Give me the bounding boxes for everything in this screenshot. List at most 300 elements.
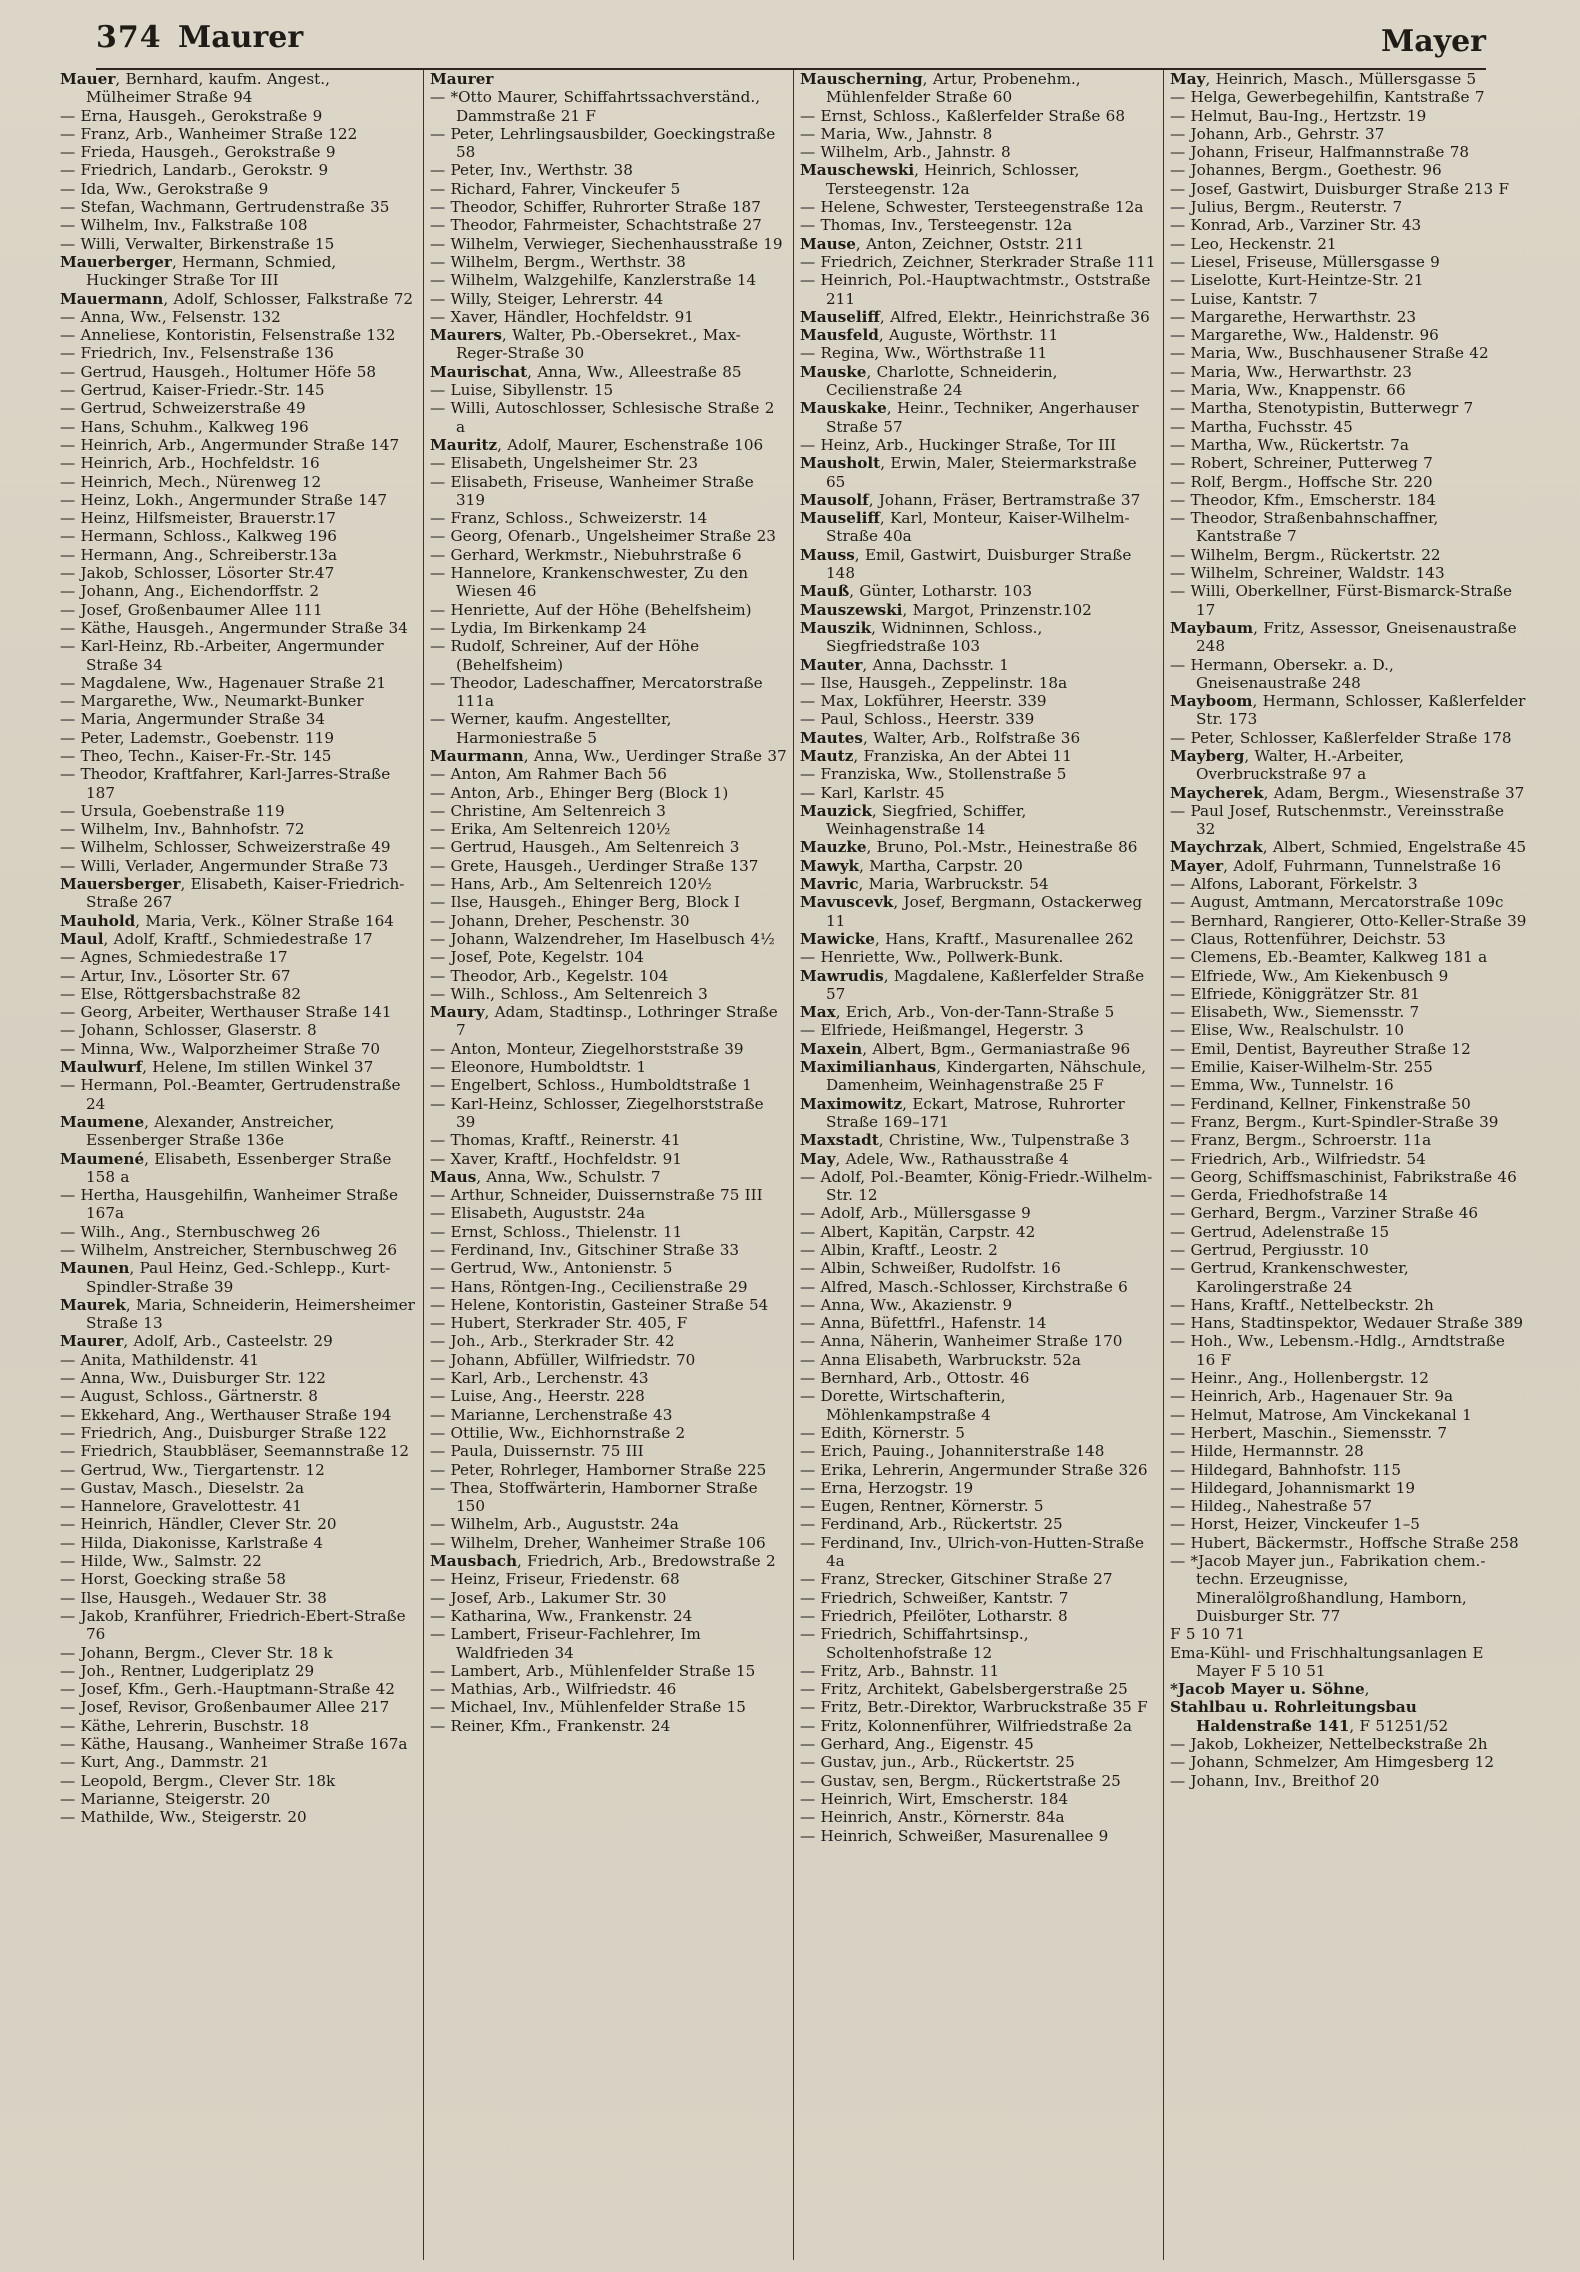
directory-entry: — Marianne, Lerchenstraße 43	[430, 1405, 673, 1424]
directory-entry: — Wilhelm, Walzgehilfe, Kanzlerstraße 14	[430, 271, 757, 290]
column-1	[54, 70, 424, 2260]
surname: Mawicke	[800, 929, 875, 948]
directory-entry: — Anna, Büfettfrl., Hafenstr. 14	[800, 1314, 1047, 1333]
directory-entry: Mawyk, Martha, Carpstr. 20	[800, 856, 1023, 875]
directory-entry: — Werner, kaufm. Angestellter, Harmoniestraße 5	[430, 710, 672, 747]
directory-entry: — Hannelore, Krankenschwester, Zu den Wiesen 46	[430, 564, 749, 601]
directory-entry: — Henriette, Ww., Pollwerk-Bunk.	[800, 948, 1064, 967]
surname: Mauß	[800, 582, 850, 601]
directory-entry: — Gustav, sen, Bergm., Rückertstraße 25	[800, 1771, 1121, 1790]
surname: Maulwurf	[60, 1058, 143, 1077]
directory-entry: — Theodor, Kfm., Emscherstr. 184	[1170, 490, 1436, 509]
directory-entry: — Luise, Sibyllenstr. 15	[430, 381, 614, 400]
directory-entry: — Alfons, Laborant, Förkelstr. 3	[1170, 875, 1418, 894]
directory-entry: Mausholt, Erwin, Maler, Steiermarkstraße 65	[800, 454, 1137, 491]
directory-entry: — Johann, Friseur, Halfmannstraße 78	[1170, 143, 1470, 162]
directory-entry: — Gustav, jun., Arb., Rückertstr. 25	[800, 1753, 1075, 1772]
directory-entry: — Johann, Walzendreher, Im Haselbusch 4½	[430, 929, 775, 948]
directory-entry: — Heinz, Lokh., Angermunder Straße 147	[60, 490, 387, 509]
directory-entry: Mauerberger, Hermann, Schmied, Huckinger Straße Tor III	[60, 252, 337, 290]
directory-entry: — Richard, Fahrer, Vinckeufer 5	[430, 179, 681, 198]
surname: Maurek	[60, 1295, 126, 1314]
directory-entry: — Hilda, Diakonisse, Karlstraße 4	[60, 1533, 324, 1552]
directory-entry: — Maria, Ww., Knappenstr. 66	[1170, 381, 1406, 400]
column-3	[794, 70, 1164, 2260]
surname: Maus	[430, 1167, 477, 1186]
surname: Mauscherning	[800, 70, 923, 88]
directory-entry: — Hildegard, Bahnhofstr. 115	[1170, 1460, 1402, 1479]
directory-entry: — Ferdinand, Inv., Gitschiner Straße 33	[430, 1241, 740, 1259]
surname: Maurmann	[430, 746, 524, 765]
directory-entry: — Theodor, Arb., Kegelstr. 104	[430, 966, 669, 985]
directory-entry: — Martha, Stenotypistin, Butterwegr 7	[1170, 399, 1474, 418]
directory-entry: — Wilhelm, Inv., Bahnhofstr. 72	[60, 820, 305, 839]
directory-entry: — Johann, Arb., Gehrstr. 37	[1170, 124, 1385, 143]
directory-entry: Maximilianhaus, Kindergarten, Nähschule, Damenheim, Weinhagenstraße 25 F	[800, 1058, 1147, 1095]
surname: Stahlbau u. Rohrleitungsbau Haldenstraße 141	[1170, 1698, 1417, 1735]
directory-entry: — Fritz, Betr.-Direktor, Warbruckstraße 35 F	[800, 1698, 1148, 1717]
surname: Mauhold	[60, 911, 136, 930]
surname: Mauske	[800, 362, 867, 381]
directory-entry: — Leo, Heckenstr. 21	[1170, 234, 1337, 253]
directory-entry: — August, Amtmann, Mercatorstraße 109c	[1170, 893, 1504, 912]
directory-entry: — Karl-Heinz, Schlosser, Ziegelhorststraße 39	[430, 1094, 764, 1131]
directory-entry: — Hermann, Ang., Schreiberstr.13a	[60, 545, 338, 564]
directory-entry: Maurek, Maria, Schneiderin, Heimersheimer Straße 13	[60, 1295, 415, 1333]
directory-entry: Maumene, Alexander, Anstreicher, Essenberger Straße 136e	[60, 1112, 335, 1150]
directory-entry: — Fritz, Arb., Bahnstr. 11	[800, 1661, 1000, 1680]
directory-entry: — Theodor, Kraftfahrer, Karl-Jarres-Straße 187	[60, 765, 391, 802]
directory-entry: — Robert, Schreiner, Putterweg 7	[1170, 454, 1433, 473]
directory-entry: — Ottilie, Ww., Eichhornstraße 2	[430, 1423, 686, 1442]
directory-entry: Mawrudis, Magdalene, Kaßlerfelder Straße 57	[800, 966, 1145, 1003]
directory-entry: — Wilhelm, Anstreicher, Sternbuschweg 26	[60, 1241, 398, 1259]
directory-entry: — Luise, Kantstr. 7	[1170, 289, 1318, 308]
surname: Maxstadt	[800, 1131, 879, 1150]
directory-entry: — Joh., Rentner, Ludgeriplatz 29	[60, 1661, 315, 1680]
surname: Mauzick	[800, 801, 872, 820]
directory-entry: Mauss, Emil, Gastwirt, Duisburger Straße 148	[800, 545, 1132, 583]
surname: Maximowitz	[800, 1094, 903, 1113]
directory-entry: — Peter, Rohrleger, Hamborner Straße 225	[430, 1460, 767, 1479]
directory-entry: — Liesel, Friseuse, Müllersgasse 9	[1170, 252, 1440, 271]
directory-entry: — Lambert, Arb., Mühlenfelder Straße 15	[430, 1661, 756, 1680]
directory-entry: — Hans, Kraftf., Nettelbeckstr. 2h	[1170, 1295, 1434, 1314]
directory-entry: Maumené, Elisabeth, Essenberger Straße 158 a	[60, 1149, 392, 1186]
directory-entry: — Hubert, Sterkrader Str. 405, F	[430, 1314, 688, 1333]
directory-entry: — Ilse, Hausgeh., Wedauer Str. 38	[60, 1588, 327, 1607]
directory-entry: — Hans, Stadtinspektor, Wedauer Straße 389	[1170, 1314, 1524, 1333]
directory-entry: — Heinrich, Mech., Nürenweg 12	[60, 472, 322, 491]
directory-entry: — Clemens, Eb.-Beamter, Kalkweg 181 a	[1170, 948, 1488, 967]
surname: Maumene	[60, 1112, 145, 1131]
directory-entry: — Gertrud, Adelenstraße 15	[1170, 1222, 1390, 1241]
directory-entry: — Ernst, Schloss., Thielenstr. 11	[430, 1222, 683, 1241]
directory-entry: May, Adele, Ww., Rathausstraße 4	[800, 1149, 1069, 1168]
directory-entry: — Hildegard, Johannismarkt 19	[1170, 1478, 1416, 1497]
directory-entry: — Franz, Strecker, Gitschiner Straße 27	[800, 1570, 1113, 1589]
surname: Mauerberger	[60, 252, 172, 271]
directory-entry: — Helene, Schwester, Tersteegenstraße 12a	[800, 198, 1144, 217]
surname: Mauszewski	[800, 600, 903, 619]
surname: Maurischat	[430, 362, 528, 381]
directory-entry: Maunen, Paul Heinz, Ged.-Schlepp., Kurt-Spindler-Straße 39	[60, 1259, 391, 1296]
directory-entry: — Anna, Ww., Akazienstr. 9	[800, 1295, 1013, 1314]
directory-entry: — Theo, Techn., Kaiser-Fr.-Str. 145	[60, 746, 332, 765]
directory-entry: — Bernhard, Rangierer, Otto-Keller-Straße 39	[1170, 911, 1527, 930]
directory-entry: — Johannes, Bergm., Goethestr. 96	[1170, 161, 1442, 180]
directory-entry: — Friedrich, Arb., Wilfriedstr. 54	[1170, 1149, 1426, 1168]
directory-entry: — Ernst, Schloss., Kaßlerfelder Straße 68	[800, 106, 1125, 125]
directory-entry: — Wilhelm, Inv., Falkstraße 108	[60, 216, 308, 235]
directory-entry: — Josef, Arb., Lakumer Str. 30	[430, 1588, 667, 1607]
surname: Mauritz	[430, 435, 498, 454]
directory-entry: — Friedrich, Ang., Duisburger Straße 122	[60, 1423, 387, 1442]
directory-entry: — Konrad, Arb., Varziner Str. 43	[1170, 216, 1422, 235]
directory-entry: Mautes, Walter, Arb., Rolfstraße 36	[800, 728, 1081, 747]
directory-entry: — Johann, Inv., Breithof 20	[1170, 1771, 1380, 1790]
directory-entry: — Adolf, Pol.-Beamter, König-Friedr.-Wilhelm-Str. 12	[800, 1167, 1153, 1205]
directory-entry: — Lambert, Friseur-Fachlehrer, Im Waldfrieden 34	[430, 1625, 701, 1662]
directory-entry: — Heinrich, Pol.-Hauptwachtmstr., Oststraße 211	[800, 271, 1151, 308]
directory-entry: Maycherek, Adam, Bergm., Wiesenstraße 37	[1170, 783, 1525, 802]
directory-entry: — Margarethe, Herwarthstr. 23	[1170, 307, 1417, 326]
directory-entry: — Edith, Körnerstr. 5	[800, 1423, 965, 1442]
directory-entry: — Wilhelm, Bergm., Werthstr. 38	[430, 252, 686, 271]
directory-entry: — Regina, Ww., Wörthstraße 11	[800, 344, 1048, 363]
surname: Maxein	[800, 1039, 863, 1058]
directory-entry: — Ferdinand, Kellner, Finkenstraße 50	[1170, 1094, 1471, 1113]
surname: Mauermann	[60, 289, 164, 308]
directory-entry: — Johann, Abfüller, Wilfriedstr. 70	[430, 1350, 696, 1369]
directory-entry: — Emilie, Kaiser-Wilhelm-Str. 255	[1170, 1058, 1433, 1077]
directory-entry: — Ilse, Hausgeh., Zeppelinstr. 18a	[800, 673, 1068, 692]
directory-entry: — Liselotte, Kurt-Heintze-Str. 21	[1170, 271, 1424, 290]
directory-entry: Mayer, Adolf, Fuhrmann, Tunnelstraße 16	[1170, 856, 1502, 875]
surname: Mautes	[800, 728, 863, 747]
directory-entry: Maxstadt, Christine, Ww., Tulpenstraße 3	[800, 1131, 1130, 1150]
header-right-keyword: Mayer	[1381, 24, 1486, 59]
directory-entry: — Willi, Oberkellner, Fürst-Bismarck-Straße 17	[1170, 582, 1512, 619]
directory-entry: — Maria, Angermunder Straße 34	[60, 710, 326, 729]
directory-entry: Mauzke, Bruno, Pol.-Mstr., Heinestraße 86	[800, 838, 1138, 857]
directory-entry: — Karl, Karlstr. 45	[800, 783, 945, 802]
directory-entry: — Thomas, Kraftf., Reinerstr. 41	[430, 1131, 681, 1150]
page-number: 374	[96, 20, 162, 55]
directory-entry: — Friedrich, Schweißer, Kantstr. 7	[800, 1588, 1069, 1607]
directory-entry: — Engelbert, Schloss., Humboldtstraße 1	[430, 1076, 752, 1095]
directory-entry: — Anneliese, Kontoristin, Felsenstraße 132	[60, 326, 396, 345]
directory-entry: — Käthe, Lehrerin, Buschstr. 18	[60, 1716, 310, 1735]
surname: May	[800, 1149, 836, 1168]
directory-entry: — Anna, Ww., Felsenstr. 132	[60, 307, 281, 326]
directory-entry: — Thomas, Inv., Tersteegenstr. 12a	[800, 216, 1073, 235]
directory-entry: — Albert, Kapitän, Carpstr. 42	[800, 1222, 1036, 1241]
directory-entry: — Peter, Schlosser, Kaßlerfelder Straße 178	[1170, 728, 1512, 747]
directory-entry: — Michael, Inv., Mühlenfelder Straße 15	[430, 1698, 746, 1717]
directory-entry: — Wilhelm, Arb., Auguststr. 24a	[430, 1515, 679, 1534]
directory-entry: — Ekkehard, Ang., Werthauser Straße 194	[60, 1405, 392, 1424]
directory-entry: — Käthe, Hausgeh., Angermunder Straße 34	[60, 618, 408, 637]
directory-entry: — Peter, Inv., Werthstr. 38	[430, 161, 633, 180]
directory-entry: Maulwurf, Helene, Im stillen Winkel 37	[60, 1058, 374, 1077]
directory-entry: Mauer, Bernhard, kaufm. Angest., Mülheimer Straße 94	[60, 70, 330, 107]
directory-entry: — Reiner, Kfm., Frankenstr. 24	[430, 1716, 671, 1735]
surname: Mausolf	[800, 490, 869, 509]
surname: Maycherek	[1170, 783, 1264, 802]
directory-entry: Stahlbau u. Rohrleitungsbau Haldenstraße 141, F 51251/52	[1170, 1698, 1449, 1735]
directory-entry: Mauske, Charlotte, Schneiderin, Cecilienstraße 24	[800, 362, 1058, 400]
directory-entry: — Heinrich, Händler, Clever Str. 20	[60, 1515, 337, 1534]
directory-entry: — Hans, Schuhm., Kalkweg 196	[60, 417, 309, 436]
directory-entry: — Hildeg., Nahestraße 57	[1170, 1497, 1373, 1516]
directory-entry: — Ida, Ww., Gerokstraße 9	[60, 179, 269, 198]
directory-entry: — Martha, Ww., Rückertstr. 7a	[1170, 435, 1409, 454]
directory-entry: — Georg, Schiffsmaschinist, Fabrikstraße 46	[1170, 1167, 1517, 1186]
directory-entry: — Peter, Lehrlingsausbilder, Goeckingstraße 58	[430, 124, 776, 162]
directory-entry: — Friedrich, Staubbläser, Seemannstraße 12	[60, 1442, 410, 1461]
directory-entry: — Franz, Bergm., Schroerstr. 11a	[1170, 1131, 1432, 1150]
directory-entry: — Claus, Rottenführer, Deichstr. 53	[1170, 929, 1446, 948]
directory-entry: Mauritz, Adolf, Maurer, Eschenstraße 106	[430, 435, 764, 454]
directory-entry: — Bernhard, Arb., Ottostr. 46	[800, 1369, 1030, 1388]
surname: Mauschewski	[800, 161, 915, 180]
directory-entry: — Christine, Am Seltenreich 3	[430, 801, 666, 820]
directory-entry: Max, Erich, Arb., Von-der-Tann-Straße 5	[800, 1003, 1115, 1022]
directory-entry: — Henriette, Auf der Höhe (Behelfsheim)	[430, 600, 752, 619]
directory-entry: — Georg, Ofenarb., Ungelsheimer Straße 23	[430, 527, 776, 546]
directory-entry: — Paula, Duissernstr. 75 III	[430, 1442, 644, 1461]
directory-entry: — Josef, Kfm., Gerh.-Hauptmann-Straße 42	[60, 1680, 395, 1699]
directory-entry: Mauskake, Heinr., Techniker, Angerhauser Straße 57	[800, 399, 1139, 436]
directory-entry: — Hilde, Ww., Salmstr. 22	[60, 1552, 262, 1571]
directory-entry: Maul, Adolf, Kraftf., Schmiedestraße 17	[60, 929, 373, 948]
surname: Mausholt	[800, 454, 881, 473]
directory-entry: — Wilhelm, Bergm., Rückertstr. 22	[1170, 545, 1441, 564]
directory-entry: — Gerhard, Ang., Eigenstr. 45	[800, 1735, 1034, 1754]
directory-entry: — Hubert, Bäckermstr., Hoffsche Straße 258	[1170, 1533, 1519, 1552]
directory-entry: — Wilhelm, Schreiner, Waldstr. 143	[1170, 564, 1445, 583]
directory-entry: — Wilhelm, Verwieger, Siechenhausstraße 19	[430, 234, 783, 253]
directory-columns	[54, 70, 1534, 2260]
directory-entry: — Franziska, Ww., Stollenstraße 5	[800, 765, 1067, 784]
directory-entry: — Stefan, Wachmann, Gertrudenstraße 35	[60, 198, 390, 217]
surname: Maurers	[430, 326, 502, 345]
directory-entry: Mause, Anton, Zeichner, Oststr. 211	[800, 234, 1085, 253]
directory-entry: Mauseliff, Alfred, Elektr., Heinrichstraße 36	[800, 307, 1150, 326]
directory-entry: — Maria, Ww., Herwarthstr. 23	[1170, 362, 1412, 381]
surname: Mauss	[800, 545, 855, 564]
directory-entry: Ema-Kühl- und Frischhaltungsanlagen E Mayer F 5 10 51	[1170, 1643, 1484, 1680]
directory-entry: — Gerda, Friedhofstraße 14	[1170, 1186, 1388, 1205]
surname: Mauer	[60, 70, 116, 88]
directory-entry: Mayberg, Walter, H.-Arbeiter, Overbruckstraße 97 a	[1170, 746, 1405, 784]
directory-entry: — Magdalene, Ww., Hagenauer Straße 21	[60, 673, 386, 692]
directory-entry: — Wilhelm, Arb., Jahnstr. 8	[800, 143, 1011, 162]
directory-entry: — Mathilde, Ww., Steigerstr. 20	[60, 1808, 307, 1827]
directory-entry: — Heinrich, Wirt, Emscherstr. 184	[800, 1789, 1069, 1808]
directory-entry: — Adolf, Arb., Müllersgasse 9	[800, 1204, 1031, 1223]
directory-entry: — Gertrud, Schweizerstraße 49	[60, 399, 306, 418]
directory-entry: — Artur, Inv., Lösorter Str. 67	[60, 966, 291, 985]
directory-entry: — Heinrich, Arb., Hochfeldstr. 16	[60, 454, 320, 473]
directory-entry: — Johann, Ang., Eichendorffstr. 2	[60, 582, 319, 601]
directory-entry: Mauzick, Siegfried, Schiffer, Weinhagenstraße 14	[800, 801, 1027, 839]
surname: Mausbach	[430, 1552, 517, 1571]
directory-entry: — *Otto Maurer, Schiffahrtssachverständ., Dammstraße 21 F	[430, 88, 761, 125]
surname: Mauseliff	[800, 509, 880, 528]
directory-entry: Mauermann, Adolf, Schlosser, Falkstraße 72	[60, 289, 414, 308]
directory-entry: — Thea, Stoffwärterin, Hamborner Straße 150	[430, 1478, 758, 1516]
directory-entry: Mautz, Franziska, An der Abtei 11	[800, 746, 1072, 765]
surname: Mavuscevk	[800, 893, 894, 912]
directory-entry: — Friedrich, Zeichner, Sterkrader Straße 111	[800, 252, 1156, 271]
directory-entry: — Wilhelm, Dreher, Wanheimer Straße 106	[430, 1533, 766, 1552]
surname: Mauzke	[800, 838, 867, 857]
directory-entry: — Johann, Bergm., Clever Str. 18 k	[60, 1643, 333, 1662]
directory-entry: Mavric, Maria, Warbruckstr. 54	[800, 875, 1049, 894]
directory-entry: — Josef, Revisor, Großenbaumer Allee 217	[60, 1698, 390, 1717]
surname: Mayboom	[1170, 692, 1253, 711]
directory-entry: — Helmut, Matrose, Am Vinckekanal 1	[1170, 1405, 1472, 1424]
directory-entry: — Hertha, Hausgehilfin, Wanheimer Straße 167a	[60, 1186, 398, 1223]
directory-entry: — Karl, Arb., Lerchenstr. 43	[430, 1369, 649, 1388]
directory-entry: — Luise, Ang., Heerstr. 228	[430, 1387, 645, 1406]
directory-entry: — Elfriede, Königgrätzer Str. 81	[1170, 984, 1420, 1003]
directory-entry: — Anton, Monteur, Ziegelhorststraße 39	[430, 1039, 744, 1058]
directory-entry: Maus, Anna, Ww., Schulstr. 7	[430, 1167, 661, 1186]
directory-entry: — Wilh., Ang., Sternbuschweg 26	[60, 1222, 321, 1241]
directory-entry: — Hermann, Schloss., Kalkweg 196	[60, 527, 337, 546]
directory-entry: — Maria, Ww., Jahnstr. 8	[800, 124, 993, 143]
directory-entry: — Grete, Hausgeh., Uerdinger Straße 137	[430, 856, 759, 875]
directory-entry: Maurers, Walter, Pb.-Obersekret., Max-Reger-Straße 30	[430, 326, 741, 363]
directory-entry: — Friedrich, Inv., Felsenstraße 136	[60, 344, 334, 363]
directory-entry: — Karl-Heinz, Rb.-Arbeiter, Angermunder Straße 34	[60, 637, 384, 674]
header-left-keyword: Maurer	[178, 20, 304, 55]
directory-entry: Mayboom, Hermann, Schlosser, Kaßlerfelder Str. 173	[1170, 692, 1526, 729]
directory-entry: — Josef, Pote, Kegelstr. 104	[430, 948, 644, 967]
surname: Mautz	[800, 746, 854, 765]
directory-entry: — Helene, Kontoristin, Gasteiner Straße 54	[430, 1295, 769, 1314]
directory-entry: — Elisabeth, Ww., Siemensstr. 7	[1170, 1003, 1420, 1022]
directory-entry: — Fritz, Architekt, Gabelsbergerstraße 25	[800, 1680, 1128, 1699]
surname: May	[1170, 70, 1206, 88]
directory-entry: — Hoh., Ww., Lebensm.-Hdlg., Arndtstraße 16 F	[1170, 1332, 1505, 1369]
directory-entry: Mausolf, Johann, Fräser, Bertramstraße 37	[800, 490, 1141, 509]
surname: Mauersberger	[60, 875, 181, 894]
directory-entry: — Heinrich, Arb., Hagenauer Str. 9a	[1170, 1387, 1454, 1406]
directory-entry: — Willi, Verwalter, Birkenstraße 15	[60, 234, 335, 253]
directory-entry: — Gertrud, Hausgeh., Am Seltenreich 3	[430, 838, 740, 857]
directory-entry: — Erika, Am Seltenreich 120½	[430, 820, 671, 839]
directory-entry: — Albin, Kraftf., Leostr. 2	[800, 1241, 998, 1259]
directory-entry: — Hermann, Pol.-Beamter, Gertrudenstraße 24	[60, 1076, 401, 1113]
directory-entry: — Gustav, Masch., Dieselstr. 2a	[60, 1478, 305, 1497]
directory-entry: — *Jacob Mayer jun., Fabrikation chem.-techn. Erzeugnisse, Mineralölgroßhandlung, Hamborn, Duisburger Str. 77	[1170, 1552, 1486, 1625]
directory-entry: — Joh., Arb., Sterkrader Str. 42	[430, 1332, 675, 1351]
directory-entry: — Jakob, Lokheizer, Nettelbeckstraße 2h	[1170, 1735, 1488, 1754]
directory-entry: Mauhold, Maria, Verk., Kölner Straße 164	[60, 911, 394, 930]
directory-entry: — Frieda, Hausgeh., Gerokstraße 9	[60, 143, 336, 162]
directory-entry: — Käthe, Hausang., Wanheimer Straße 167a	[60, 1735, 408, 1754]
directory-entry: Maximowitz, Eckart, Matrose, Ruhrorter Straße 169–171	[800, 1094, 1125, 1131]
directory-entry: — Johann, Dreher, Peschenstr. 30	[430, 911, 690, 930]
page-header	[96, 14, 1486, 70]
directory-entry: — Anita, Mathildenstr. 41	[60, 1350, 260, 1369]
directory-entry: — Elfriede, Heißmangel, Hegerstr. 3	[800, 1021, 1084, 1040]
directory-entry: — Lydia, Im Birkenkamp 24	[430, 618, 647, 637]
directory-entry: Mausbach, Friedrich, Arb., Bredowstraße 2	[430, 1552, 776, 1571]
directory-entry: — Emma, Ww., Tunnelstr. 16	[1170, 1076, 1394, 1095]
directory-entry: — Maria, Ww., Buschhausener Straße 42	[1170, 344, 1489, 363]
directory-entry: Mauszewski, Margot, Prinzenstr.102	[800, 600, 1092, 619]
directory-entry: Maxein, Albert, Bgm., Germaniastraße 96	[800, 1039, 1131, 1058]
surname: Mausfeld	[800, 326, 879, 345]
directory-entry: — Friedrich, Landarb., Gerokstr. 9	[60, 161, 329, 180]
directory-entry: — Eleonore, Humboldtstr. 1	[430, 1058, 647, 1077]
directory-entry: — Heinr., Ang., Hollenbergstr. 12	[1170, 1369, 1429, 1388]
directory-entry: — Max, Lokführer, Heerstr. 339	[800, 692, 1047, 711]
directory-entry: — Anton, Arb., Ehinger Berg (Block 1)	[430, 783, 729, 802]
surname: Maury	[430, 1003, 485, 1022]
directory-entry: — Mathias, Arb., Wilfriedstr. 46	[430, 1680, 677, 1699]
directory-entry: May, Heinrich, Masch., Müllersgasse 5	[1170, 70, 1477, 88]
directory-entry: — Marianne, Steigerstr. 20	[60, 1789, 271, 1808]
directory-entry: — Theodor, Straßenbahnschaffner, Kantstraße 7	[1170, 509, 1439, 546]
directory-entry: — Herbert, Maschin., Siemensstr. 7	[1170, 1423, 1448, 1442]
directory-entry: — Franz, Arb., Wanheimer Straße 122	[60, 124, 358, 143]
surname: Mauseliff	[800, 307, 880, 326]
surname: Maychrzak	[1170, 838, 1263, 857]
directory-entry: — Josef, Gastwirt, Duisburger Straße 213 F	[1170, 179, 1510, 198]
directory-entry: — Gertrud, Ww., Tiergartenstr. 12	[60, 1460, 325, 1479]
surname: Mayer	[1170, 856, 1224, 875]
directory-entry: — Theodor, Fahrmeister, Schachtstraße 27	[430, 216, 762, 235]
directory-entry: — Anna Elisabeth, Warbruckstr. 52a	[800, 1350, 1081, 1369]
directory-entry: Mauß, Günter, Lotharstr. 103	[800, 582, 1032, 601]
directory-entry: — Georg, Arbeiter, Werthauser Straße 141	[60, 1003, 392, 1022]
directory-entry: — Johann, Schlosser, Glaserstr. 8	[60, 1021, 317, 1040]
directory-entry: Mauschewski, Heinrich, Schlosser, Tersteegenstr. 12a	[800, 161, 1080, 198]
directory-entry: — Martha, Fuchsstr. 45	[1170, 417, 1353, 436]
directory-entry: — Gertrud, Krankenschwester, Karolingerstraße 24	[1170, 1259, 1409, 1296]
directory-entry: — Gertrud, Ww., Antonienstr. 5	[430, 1259, 673, 1278]
column-4	[1164, 70, 1534, 2260]
directory-entry: — Franz, Bergm., Kurt-Spindler-Straße 39	[1170, 1112, 1499, 1131]
directory-entry: — Anton, Am Rahmer Bach 56	[430, 765, 667, 784]
directory-entry: — Ursula, Goebenstraße 119	[60, 801, 285, 820]
directory-entry: — Gertrud, Pergiusstr. 10	[1170, 1241, 1369, 1259]
directory-entry: — Willy, Steiger, Lehrerstr. 44	[430, 289, 664, 308]
directory-entry: — Xaver, Kraftf., Hochfeldstr. 91	[430, 1149, 682, 1168]
surname: Maurer	[430, 70, 494, 88]
directory-entry: — Albin, Schweißer, Rudolfstr. 16	[800, 1259, 1061, 1278]
directory-entry: — Hans, Röntgen-Ing., Cecilienstraße 29	[430, 1277, 748, 1296]
directory-entry: Maychrzak, Albert, Schmied, Engelstraße 45	[1170, 838, 1527, 857]
directory-entry: — Elfriede, Ww., Am Kiekenbusch 9	[1170, 966, 1449, 985]
directory-entry: — Willi, Autoschlosser, Schlesische Straße 2 a	[430, 399, 775, 436]
directory-entry: — Johann, Schmelzer, Am Himgesberg 12	[1170, 1753, 1495, 1772]
directory-entry: — Jakob, Schlosser, Lösorter Str.47	[60, 564, 335, 583]
directory-entry: Mausfeld, Auguste, Wörthstr. 11	[800, 326, 1059, 345]
surname: Mawyk	[800, 856, 860, 875]
directory-entry: — Helga, Gewerbegehilfin, Kantstraße 7	[1170, 88, 1485, 107]
directory-entry: — Heinz, Hilfsmeister, Brauerstr.17	[60, 509, 336, 528]
directory-entry: — Erich, Pauing., Johanniterstraße 148	[800, 1442, 1105, 1461]
directory-entry: — Alfred, Masch.-Schlosser, Kirchstraße 6	[800, 1277, 1128, 1296]
directory-entry: — Dorette, Wirtschafterin, Möhlenkampstraße 4	[800, 1387, 1006, 1424]
